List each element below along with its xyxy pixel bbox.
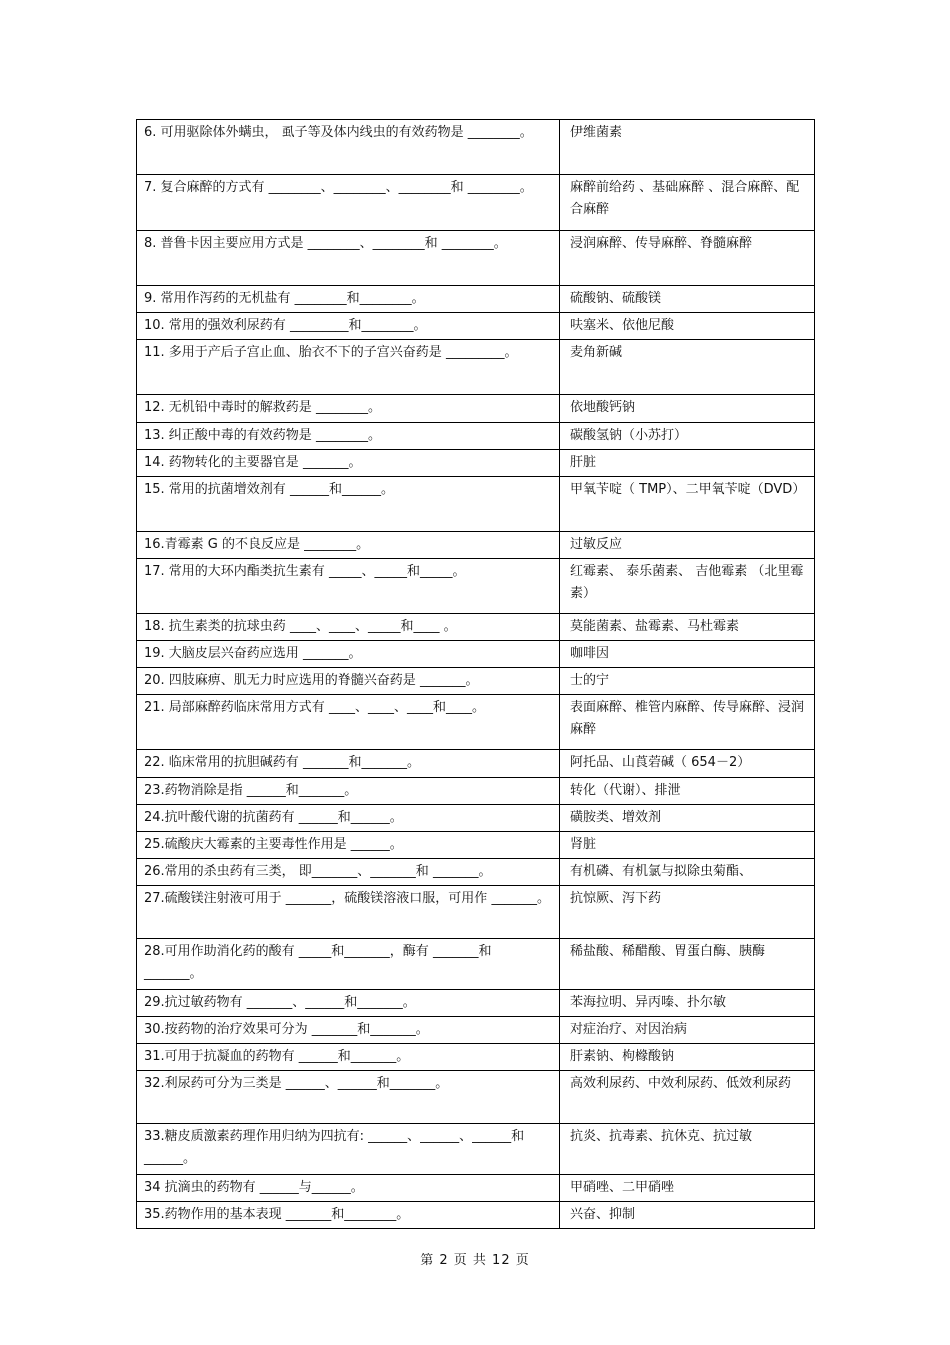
answer-cell: 有机磷、有机氯与拟除虫菊酯、 [560,859,815,886]
answer-cell: 呋塞米、依他尼酸 [560,313,815,340]
table-row [137,423,815,450]
question-cell: 24.抗叶酸代谢的抗菌药有 ______和______。 [137,805,560,832]
question-cell: 21. 局部麻醉药临床常用方式有 ____、____、____和____。 [137,695,560,750]
table-row [137,395,815,423]
question-cell: 18. 抗生素类的抗球虫药 ____、____、_____和____ 。 [137,614,560,641]
table-row [137,805,815,832]
answer-cell: 苯海拉明、异丙嗪、扑尔敏 [560,990,815,1017]
qa-table-body [137,120,815,1229]
table-row [137,1202,815,1229]
table-row [137,990,815,1017]
table-row [137,532,815,559]
question-cell: 23.药物消除是指 ______和_______。 [137,778,560,805]
table-row [137,750,815,778]
page-footer: 第 2 页 共 12 页 [420,1253,530,1268]
question-cell: 33.糖皮质激素药理作用归纳为四抗有: ______、______、______和______。 [137,1124,560,1175]
question-cell: 16.青霉素 G 的不良反应是 ________。 [137,532,560,559]
table-row [137,1071,815,1124]
answer-cell: 浸润麻醉、传导麻醉、脊髓麻醉 [560,231,815,286]
answer-cell: 依地酸钙钠 [560,395,815,423]
question-cell: 17. 常用的大环内酯类抗生素有 _____、_____和_____。 [137,559,560,614]
answer-cell: 麻醉前给药 、基础麻醉 、混合麻醉、配合麻醉 [560,175,815,231]
answer-cell: 莫能菌素、盐霉素、马杜霉素 [560,614,815,641]
table-row [137,886,815,939]
qa-table [136,119,815,1229]
answer-cell: 甲硝唑、二甲硝唑 [560,1175,815,1202]
answer-cell: 肾脏 [560,832,815,859]
table-row [137,340,815,395]
answer-cell: 咖啡因 [560,641,815,668]
question-cell: 9. 常用作泻药的无机盐有 ________和________。 [137,286,560,313]
answer-cell: 士的宁 [560,668,815,695]
question-cell: 19. 大脑皮层兴奋药应选用 _______。 [137,641,560,668]
table-row [137,832,815,859]
answer-cell: 肝脏 [560,450,815,477]
answer-cell: 兴奋、抑制 [560,1202,815,1229]
question-cell: 11. 多用于产后子宫止血、胎衣不下的子宫兴奋药是 _________。 [137,340,560,395]
table-row [137,313,815,340]
table-row [137,286,815,313]
table-row [137,641,815,668]
answer-cell: 硫酸钠、硫酸镁 [560,286,815,313]
answer-cell: 麦角新碱 [560,340,815,395]
answer-cell: 高效利尿药、中效利尿药、低效利尿药 [560,1071,815,1124]
question-cell: 14. 药物转化的主要器官是 _______。 [137,450,560,477]
answer-cell: 抗惊厥、泻下药 [560,886,815,939]
question-cell: 34 抗滴虫的药物有 ______与______。 [137,1175,560,1202]
answer-cell: 转化（代谢）、排泄 [560,778,815,805]
question-cell: 20. 四肢麻痹、肌无力时应选用的脊髓兴奋药是 _______。 [137,668,560,695]
table-row [137,120,815,175]
question-cell: 22. 临床常用的抗胆碱药有 _______和_______。 [137,750,560,778]
answer-cell: 稀盐酸、稀醋酸、胃蛋白酶、胰酶 [560,939,815,990]
question-cell: 35.药物作用的基本表现 _______和________。 [137,1202,560,1229]
answer-cell: 碳酸氢钠（小苏打） [560,423,815,450]
answer-cell: 表面麻醉、椎管内麻醉、传导麻醉、浸润麻醉 [560,695,815,750]
table-row [137,1044,815,1071]
answer-cell: 红霉素、 泰乐菌素、 吉他霉素 （北里霉素） [560,559,815,614]
table-row [137,695,815,750]
question-cell: 32.利尿药可分为三类是 ______、______和_______。 [137,1071,560,1124]
question-cell: 25.硫酸庆大霉素的主要毒性作用是 ______。 [137,832,560,859]
table-row [137,477,815,532]
table-row [137,668,815,695]
table-row [137,231,815,286]
answer-cell: 甲氧苄啶（ TMP）、二甲氧苄啶（DVD） [560,477,815,532]
answer-cell: 伊维菌素 [560,120,815,175]
table-row [137,614,815,641]
question-cell: 29.抗过敏药物有 _______、______和_______。 [137,990,560,1017]
table-row [137,1124,815,1175]
table-row [137,450,815,477]
table-row [137,175,815,231]
question-cell: 28.可用作助消化药的酸有 _____和_______，酶有 _______和 _______。 [137,939,560,990]
question-cell: 12. 无机铅中毒时的解救药是 ________。 [137,395,560,423]
answer-cell: 过敏反应 [560,532,815,559]
question-cell: 26.常用的杀虫药有三类， 即_______、_______和 _______。 [137,859,560,886]
answer-cell: 对症治疗、对因治病 [560,1017,815,1044]
answer-cell: 抗炎、抗毒素、抗休克、抗过敏 [560,1124,815,1175]
question-cell: 30.按药物的治疗效果可分为 _______和_______。 [137,1017,560,1044]
question-cell: 7. 复合麻醉的方式有 ________、________、________和 ________。 [137,175,560,231]
table-row [137,859,815,886]
table-row [137,1175,815,1202]
table-row [137,939,815,990]
question-cell: 8. 普鲁卡因主要应用方式是 ________、________和 ________。 [137,231,560,286]
question-cell: 31.可用于抗凝血的药物有 ______和_______。 [137,1044,560,1071]
question-cell: 6. 可用驱除体外螨虫， 虱子等及体内线虫的有效药物是 ________。 [137,120,560,175]
question-cell: 15. 常用的抗菌增效剂有 ______和______。 [137,477,560,532]
question-cell: 13. 纠正酸中毒的有效药物是 ________。 [137,423,560,450]
table-row [137,778,815,805]
answer-cell: 阿托品、山莨菪碱（ 654－2） [560,750,815,778]
question-cell: 10. 常用的强效利尿药有 _________和________。 [137,313,560,340]
table-row [137,1017,815,1044]
question-cell: 27.硫酸镁注射液可用于 _______，硫酸镁溶液口服，可用作 _______。 [137,886,560,939]
table-row [137,559,815,614]
answer-cell: 磺胺类、增效剂 [560,805,815,832]
answer-cell: 肝素钠、枸橼酸钠 [560,1044,815,1071]
